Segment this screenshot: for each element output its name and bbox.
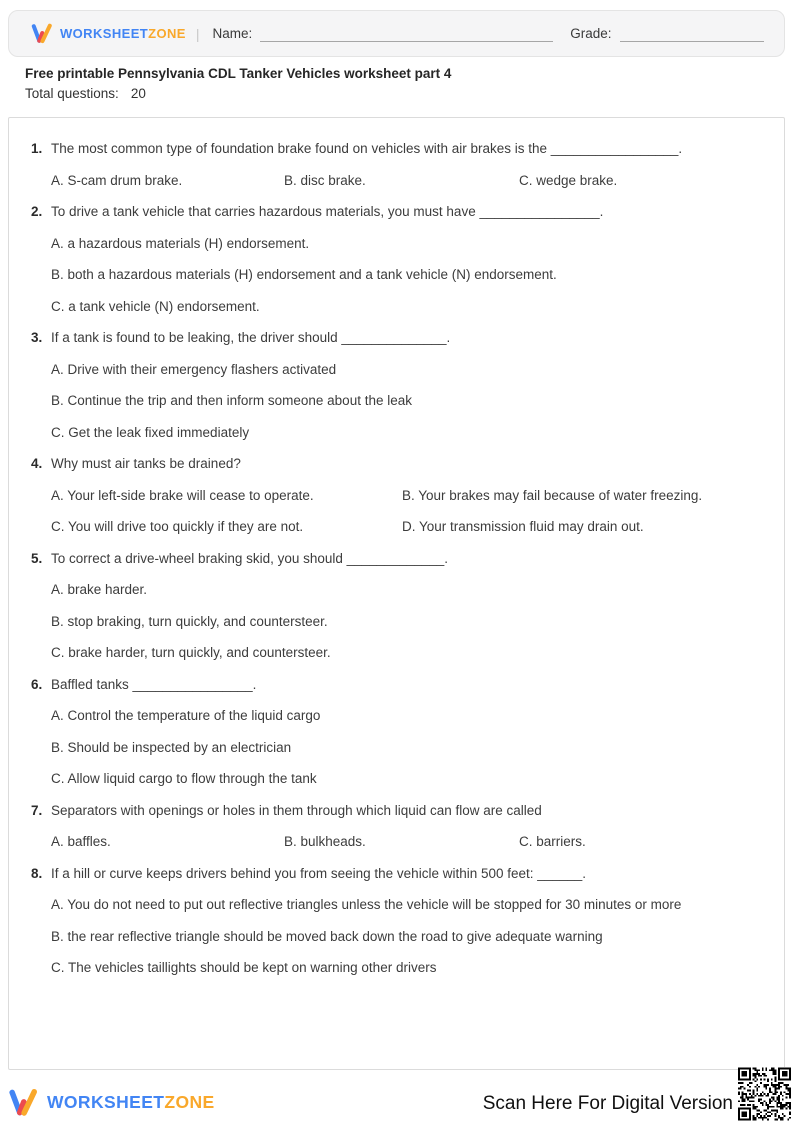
option-a: A. brake harder. xyxy=(51,582,148,597)
question-text: Baffled tanks ________________. xyxy=(51,676,257,692)
question-3 xyxy=(31,328,770,443)
grade-label: Grade: xyxy=(570,26,612,41)
name-label: Name: xyxy=(212,26,253,41)
question-2 xyxy=(31,202,770,317)
option-b: B. both a hazardous materials (H) endorsement and a tank vehicle (N) endorsement. xyxy=(51,267,557,282)
questions-list xyxy=(31,139,770,978)
option-c: C. barriers. xyxy=(519,834,586,849)
option-a: A. Drive with their emergency flashers activated xyxy=(51,361,337,377)
option-b: B. stop braking, turn quickly, and countersteer. xyxy=(51,613,328,629)
qr-code xyxy=(738,1067,791,1121)
header-card xyxy=(8,10,785,57)
option-c: C. brake harder, turn quickly, and countersteer. xyxy=(51,645,331,660)
brand-worksheet: WORKSHEET xyxy=(47,1092,165,1112)
option-c: C. a tank vehicle (N) endorsement. xyxy=(51,298,260,314)
options xyxy=(51,171,770,191)
brand-logo xyxy=(31,23,186,44)
brand-logo-text xyxy=(60,26,186,41)
total-questions-label: Total questions: xyxy=(25,86,119,101)
question-number: 1. xyxy=(31,141,43,156)
question-number: 8. xyxy=(31,865,43,881)
options xyxy=(51,486,770,538)
question-text-line xyxy=(31,202,770,222)
question-text: The most common type of foundation brake found on vehicles with air brakes is the _________________. xyxy=(51,141,683,156)
total-questions-value: 20 xyxy=(130,86,146,101)
options xyxy=(51,580,770,663)
options xyxy=(51,360,770,443)
question-text: To correct a drive-wheel braking skid, you should _____________. xyxy=(51,550,448,566)
header-separator: | xyxy=(195,25,200,42)
worksheetzone-w-icon xyxy=(31,23,53,44)
option-a: A. You do not need to put out reflective triangles unless the vehicle will be stopped for 30 minutes or more xyxy=(51,897,682,912)
question-text-line xyxy=(31,139,770,159)
option-b: B. bulkheads. xyxy=(284,834,366,849)
question-text: Separators with openings or holes in them through which liquid can flow are called xyxy=(51,802,542,818)
brand-logo-text xyxy=(47,1092,215,1113)
question-box xyxy=(8,117,785,1070)
option-c: C. You will drive too quickly if they are not. xyxy=(51,519,304,534)
question-number: 5. xyxy=(31,550,43,566)
option-c: C. Get the leak fixed immediately xyxy=(51,424,250,440)
grade-write-line xyxy=(620,26,764,42)
footer-brand-logo xyxy=(8,1088,215,1117)
question-number: 3. xyxy=(31,330,43,345)
question-text-line xyxy=(31,801,770,821)
option-c: C. The vehicles taillights should be kept on warning other drivers xyxy=(51,960,437,975)
question-text: Why must air tanks be drained? xyxy=(51,456,241,471)
question-4 xyxy=(31,454,770,537)
option-d: D. Your transmission fluid may drain out. xyxy=(402,519,644,534)
options xyxy=(51,706,770,789)
worksheetzone-w-icon xyxy=(8,1088,39,1117)
brand-worksheet: WORKSHEET xyxy=(60,26,149,41)
question-number: 2. xyxy=(31,204,43,219)
name-write-line xyxy=(260,26,553,42)
question-text: To drive a tank vehicle that carries hazardous materials, you must have ________________. xyxy=(51,204,604,219)
page-title: Free printable Pennsylvania CDL Tanker Vehicles worksheet part 4 xyxy=(25,66,452,81)
option-c: C. wedge brake. xyxy=(519,172,618,188)
option-c: C. Allow liquid cargo to flow through the tank xyxy=(51,771,317,786)
question-text-line xyxy=(31,549,770,569)
option-a: A. S-cam drum brake. xyxy=(51,172,183,188)
question-text-line xyxy=(31,454,770,474)
question-text-line xyxy=(31,328,770,348)
option-a: A. baffles. xyxy=(51,834,111,849)
question-number: 6. xyxy=(31,676,43,692)
options xyxy=(51,234,770,317)
qr-code-image xyxy=(738,1067,791,1121)
option-a: A. Control the temperature of the liquid cargo xyxy=(51,708,321,723)
option-a: A. Your left-side brake will cease to operate. xyxy=(51,487,314,503)
question-text-line xyxy=(31,675,770,695)
option-b: B. disc brake. xyxy=(284,172,366,188)
options xyxy=(51,832,770,852)
question-text-line xyxy=(31,864,770,884)
question-number: 7. xyxy=(31,802,43,818)
question-text: If a hill or curve keeps drivers behind you from seeing the vehicle within 500 feet: ______. xyxy=(51,865,587,881)
question-1 xyxy=(31,139,770,191)
total-questions-line xyxy=(25,84,451,104)
title-block xyxy=(25,63,451,104)
brand-zone: ZONE xyxy=(148,26,186,41)
brand-zone: ZONE xyxy=(164,1092,215,1112)
option-b: B. Should be inspected by an electrician xyxy=(51,739,292,755)
options xyxy=(51,895,770,978)
question-8 xyxy=(31,864,770,979)
question-7 xyxy=(31,801,770,853)
question-6 xyxy=(31,675,770,790)
option-b: B. Continue the trip and then inform someone about the leak xyxy=(51,393,412,408)
scan-here-text: Scan Here For Digital Version xyxy=(482,1093,733,1114)
question-number: 4. xyxy=(31,456,43,471)
question-5 xyxy=(31,549,770,664)
question-text: If a tank is found to be leaking, the driver should ______________. xyxy=(51,330,451,345)
option-b: B. Your brakes may fail because of water freezing. xyxy=(402,487,703,503)
option-b: B. the rear reflective triangle should be moved back down the road to give adequate warning xyxy=(51,928,603,944)
option-a: A. a hazardous materials (H) endorsement. xyxy=(51,235,310,251)
